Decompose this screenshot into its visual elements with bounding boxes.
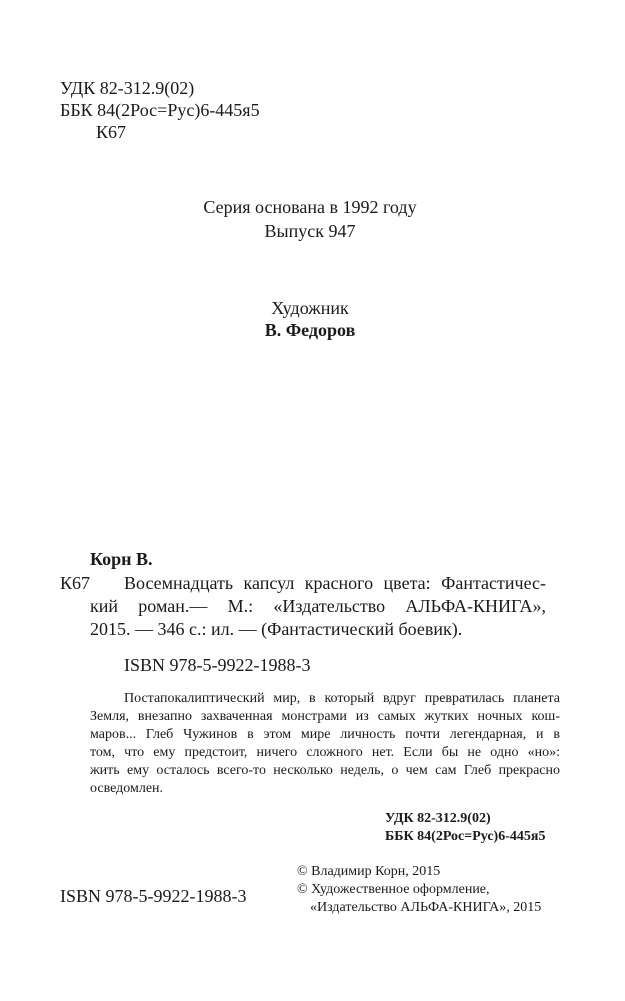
biblio-line: кий роман.— М.: «Издательство АЛЬФА-КНИГА», bbox=[90, 596, 546, 616]
copyright-publisher: «Издательство АЛЬФА-КНИГА», 2015 bbox=[310, 900, 542, 915]
annotation-line: Земля, внезапно захваченная монстрами из самых жутких ночных кош- bbox=[90, 709, 560, 724]
footer-isbn: ISBN 978-5-9922-1988-3 bbox=[60, 886, 247, 906]
series-founded: Серия основана в 1992 году bbox=[203, 197, 417, 217]
biblio-author: Корн В. bbox=[90, 549, 153, 569]
biblio-mark: К67 bbox=[60, 573, 91, 593]
biblio-line: 2015. — 346 с.: ил. — (Фантастический боевик). bbox=[90, 619, 463, 639]
annotation-line: том, что ему предстоит, ничего сложного нет. Если бы не одно «но»: bbox=[90, 745, 560, 760]
annotation-line: осведомлен. bbox=[90, 781, 164, 796]
artist-label: Художник bbox=[271, 298, 349, 318]
annotation-line: маров... Глеб Чужинов в этом мире личность почти легендарная, и в bbox=[90, 727, 560, 742]
classification-udk: УДК 82-312.9(02) bbox=[385, 811, 491, 826]
author-mark: К67 bbox=[96, 122, 127, 142]
series-issue: Выпуск 947 bbox=[264, 221, 356, 241]
bbk-code: ББК 84(2Рос=Рус)6-445я5 bbox=[60, 100, 260, 120]
artist-name: В. Федоров bbox=[264, 320, 356, 340]
copyright-author: © Владимир Корн, 2015 bbox=[297, 864, 441, 879]
annotation-line: Постапокалиптический мир, в который вдруг превратилась планета bbox=[124, 691, 560, 706]
annotation-line: жить ему осталось всего-то несколько недель, о чем сам Глеб прекрасно bbox=[90, 763, 560, 778]
biblio-line: Восемнадцать капсул красного цвета: Фантастичес- bbox=[124, 573, 546, 593]
classification-bbk: ББК 84(2Рос=Рус)6-445я5 bbox=[385, 829, 546, 844]
udk-code: УДК 82-312.9(02) bbox=[60, 78, 195, 98]
biblio-isbn: ISBN 978-5-9922-1988-3 bbox=[124, 655, 311, 675]
copyright-design: © Художественное оформление, bbox=[297, 882, 490, 897]
